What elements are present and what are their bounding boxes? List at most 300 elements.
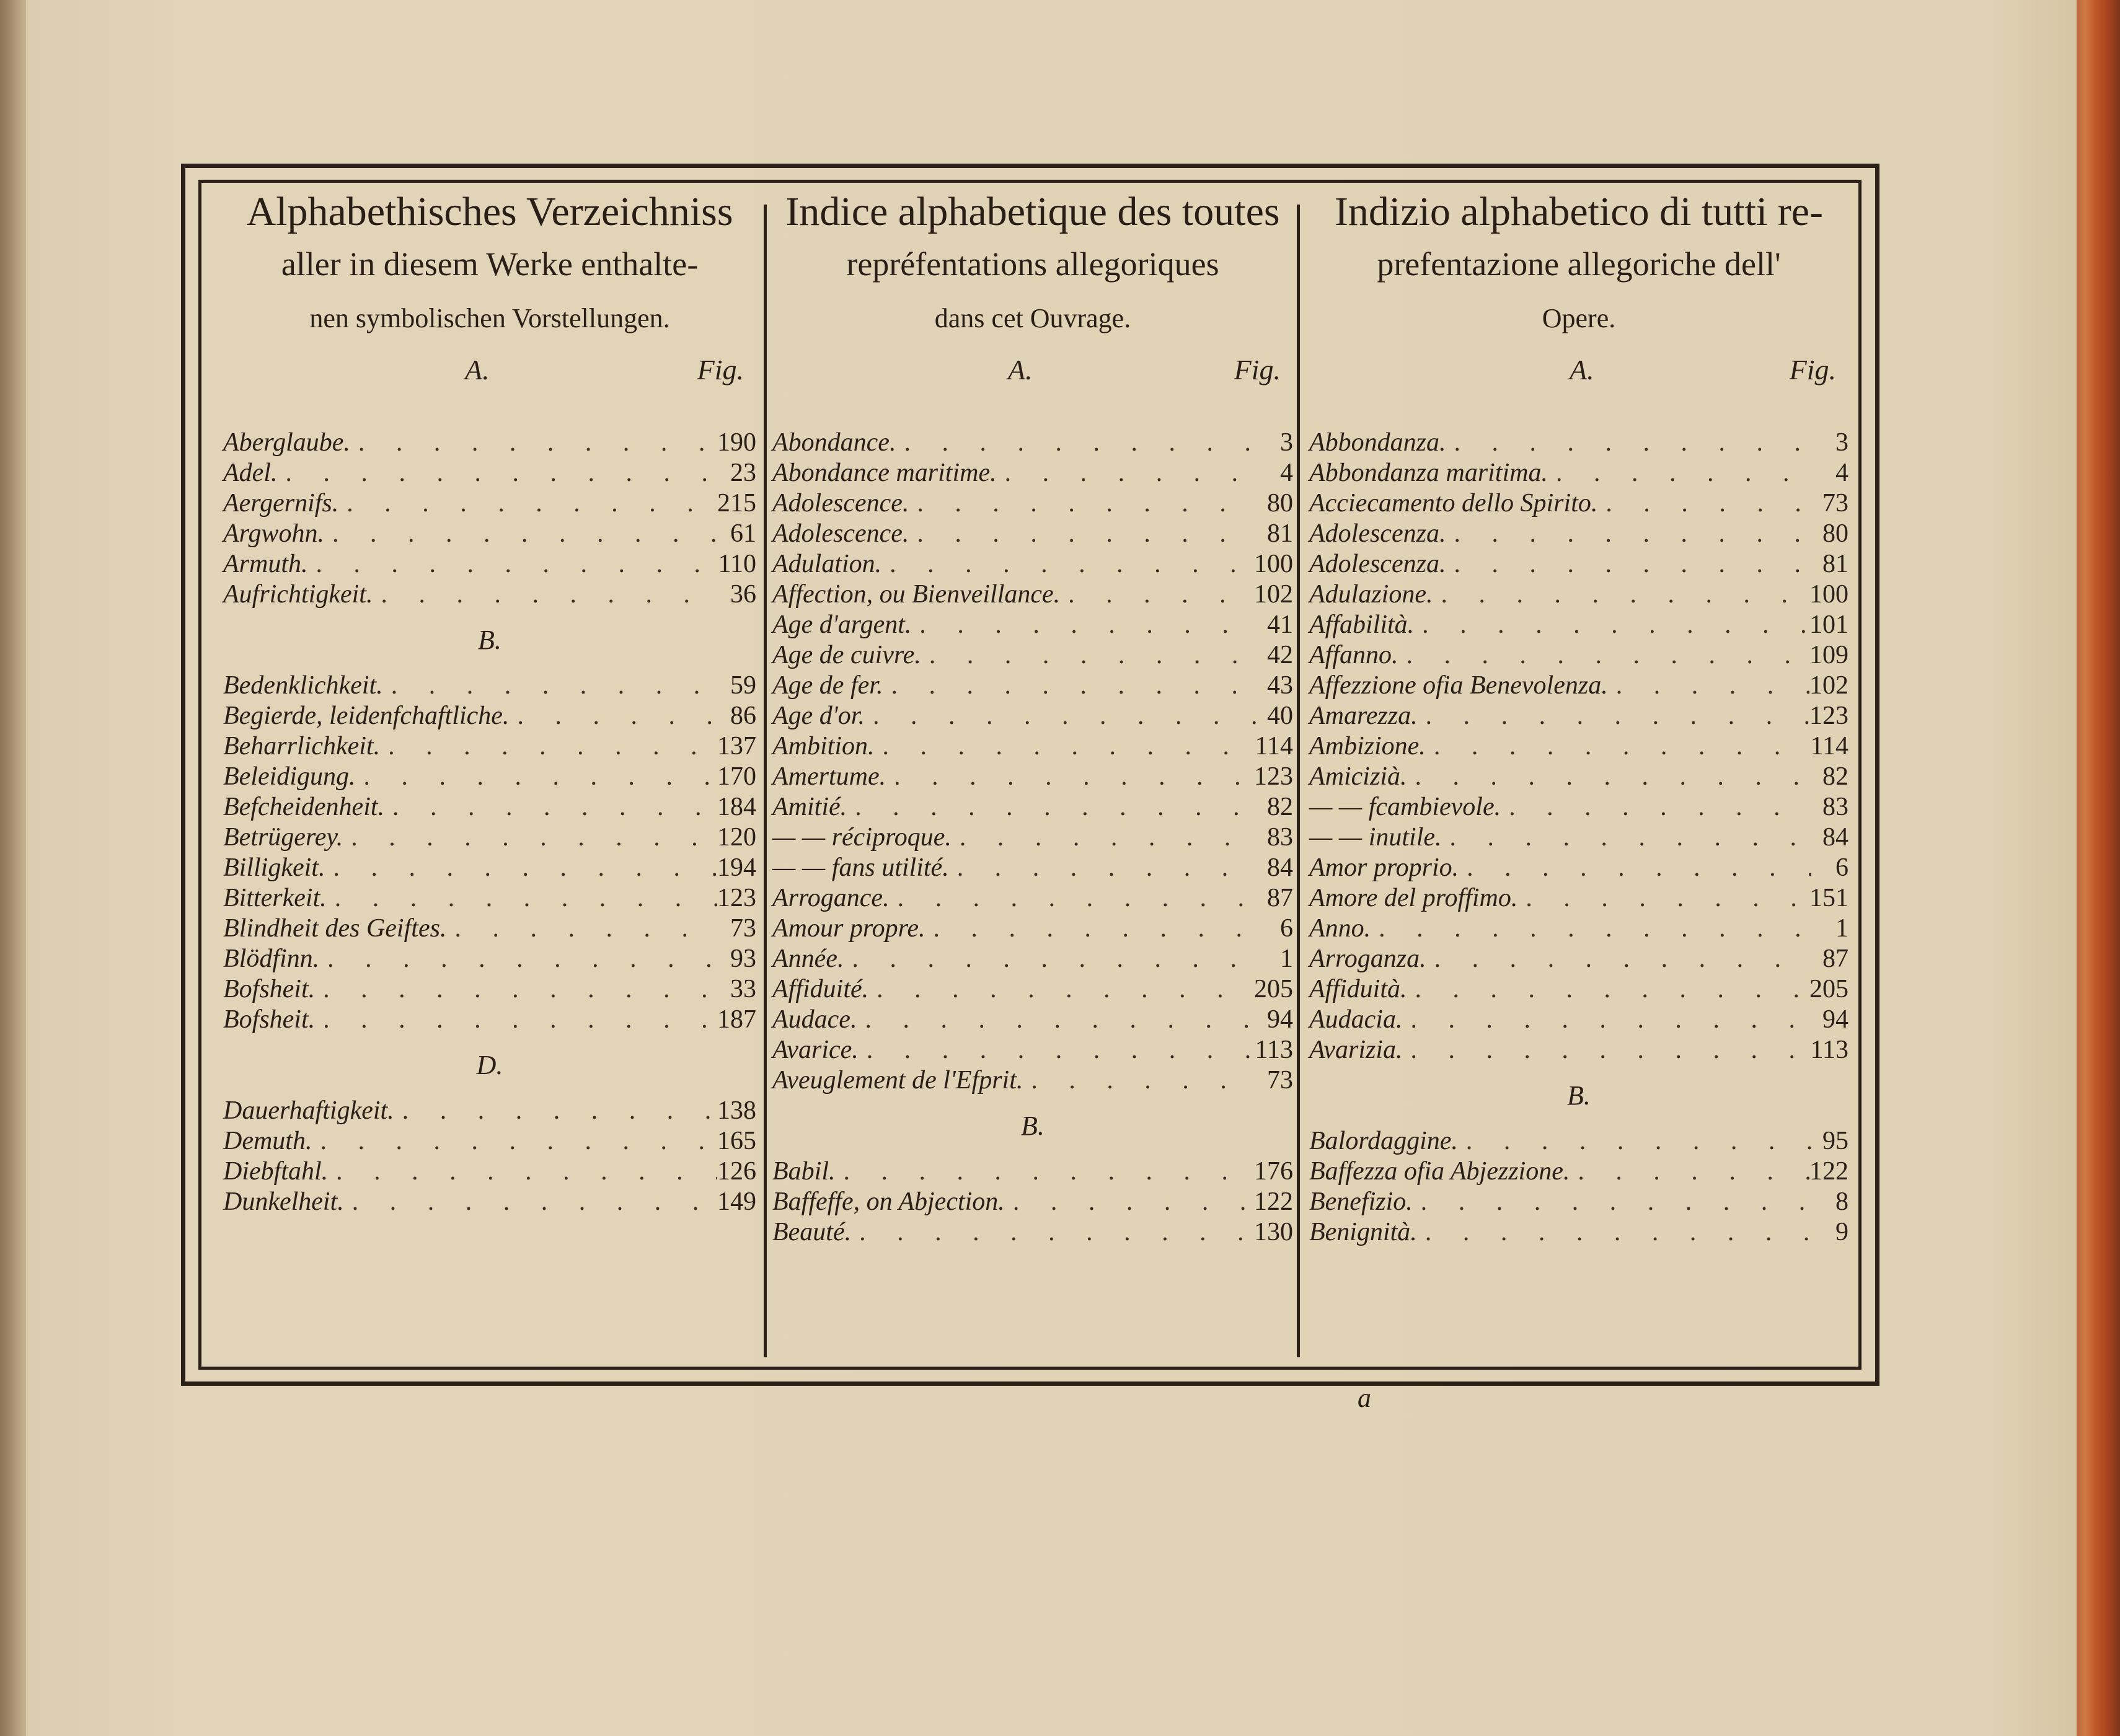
entry-figure-number: 80	[1267, 489, 1293, 518]
entry-figure-number: 114	[1255, 732, 1293, 760]
leader-dots	[394, 1096, 717, 1126]
entry-term: Affabilità.	[1309, 610, 1415, 639]
entry-figure-number: 82	[1822, 762, 1848, 791]
entry-term: Abbondanza.	[1309, 428, 1446, 457]
index-entry	[772, 579, 1293, 610]
index-entry	[223, 488, 756, 519]
index-entry	[223, 914, 756, 944]
index-entry	[223, 1005, 756, 1035]
leader-dots	[859, 1035, 1255, 1065]
index-entry	[223, 701, 756, 731]
index-entry	[772, 1157, 1293, 1187]
leader-dots	[312, 1126, 717, 1157]
entry-term: Befcheidenheit.	[223, 793, 385, 821]
leader-dots	[1060, 579, 1254, 610]
entry-figure-number: 81	[1267, 519, 1293, 548]
section-header	[1309, 347, 1848, 397]
entry-term: Aberglaube.	[223, 428, 350, 457]
entry-figure-number: 8	[1835, 1187, 1848, 1216]
entry-term: Adulazione.	[1309, 580, 1433, 609]
heading-line: Indizio alphabetico di tutti re-	[1334, 189, 1824, 234]
leader-dots	[868, 974, 1254, 1005]
leader-dots	[344, 1187, 717, 1217]
entry-figure-number: 190	[717, 428, 756, 457]
leader-dots	[1446, 519, 1811, 549]
leader-dots	[1407, 762, 1811, 792]
signature-mark: a	[1358, 1383, 1371, 1413]
entry-figure-number: 122	[1254, 1187, 1293, 1216]
entry-figure-number: 61	[730, 519, 756, 548]
entry-list	[772, 1157, 1293, 1248]
index-entry	[223, 671, 756, 701]
leader-dots	[883, 671, 1256, 701]
leader-dots	[1371, 914, 1811, 944]
section-letter: A.	[465, 354, 490, 386]
entry-term: Abondance maritime.	[772, 459, 997, 487]
index-entry	[772, 792, 1293, 822]
entry-term: Dunkelheit.	[223, 1187, 344, 1216]
leader-dots	[886, 762, 1254, 792]
entry-term: Audace.	[772, 1005, 857, 1034]
entry-figure-number: 130	[1254, 1218, 1293, 1246]
entry-term: Benignità.	[1309, 1218, 1417, 1246]
index-entry	[1309, 1217, 1848, 1248]
index-entry	[772, 458, 1293, 488]
entry-term: Age de fer.	[772, 671, 883, 700]
entry-term: Acciecamento dello Spirito.	[1309, 489, 1598, 518]
index-entry	[1309, 1157, 1848, 1187]
entry-term: Adulation.	[772, 550, 882, 578]
leader-dots	[1417, 1217, 1811, 1248]
index-entry	[223, 428, 756, 458]
index-entry	[772, 488, 1293, 519]
index-entry	[772, 762, 1293, 792]
index-entry	[223, 822, 756, 853]
column-german	[223, 186, 756, 1364]
entry-term: Aufrichtigkeit.	[223, 580, 373, 609]
entry-term: — — fcambievole.	[1309, 793, 1501, 821]
index-entry	[1309, 671, 1848, 701]
leader-dots	[921, 640, 1256, 671]
entry-figure-number: 73	[1267, 1066, 1293, 1095]
entry-figure-number: 102	[1254, 580, 1293, 609]
index-entry	[1309, 579, 1848, 610]
entry-term: Amicizià.	[1309, 762, 1407, 791]
leader-dots	[324, 519, 719, 549]
index-entry	[1309, 792, 1848, 822]
leader-dots	[350, 428, 717, 458]
entry-figure-number: 110	[718, 550, 756, 578]
entry-figure-number: 93	[730, 945, 756, 973]
entry-term: Anno.	[1309, 914, 1371, 943]
index-entry	[223, 762, 756, 792]
section-letter: A.	[1570, 354, 1594, 386]
entry-figure-number: 101	[1809, 610, 1848, 639]
book-gutter	[0, 0, 26, 1736]
column-divider-1	[764, 205, 767, 1357]
entry-figure-number: 36	[730, 580, 756, 609]
leader-dots	[949, 853, 1256, 883]
leader-dots	[308, 549, 718, 579]
letter-heading: D.	[476, 1050, 503, 1080]
entry-figure-number: 194	[717, 853, 756, 882]
index-entry	[1309, 701, 1848, 731]
index-entry	[1309, 914, 1848, 944]
entry-term: Age de cuivre.	[772, 641, 921, 669]
entry-term: Dauerhaftigkeit.	[223, 1096, 394, 1125]
entry-figure-number: 123	[717, 884, 756, 912]
entry-figure-number: 84	[1267, 853, 1293, 882]
leader-dots	[509, 701, 719, 731]
entry-term: — — inutile.	[1309, 823, 1442, 852]
entry-figure-number: 9	[1835, 1218, 1848, 1246]
entry-term: Adel.	[223, 459, 278, 487]
leader-dots	[1433, 579, 1809, 610]
entry-term: Billigkeit.	[223, 853, 325, 882]
leader-dots	[844, 944, 1256, 974]
entry-term: Audacia.	[1309, 1005, 1403, 1034]
leader-dots	[896, 428, 1256, 458]
leader-dots	[384, 792, 717, 822]
heading-line: repréfentations allegoriques	[846, 245, 1219, 283]
index-entry	[772, 519, 1293, 549]
index-entry	[1309, 822, 1848, 853]
entry-figure-number: 80	[1822, 519, 1848, 548]
leader-dots	[911, 610, 1256, 640]
leader-dots	[1517, 883, 1809, 914]
entry-figure-number: 100	[1254, 550, 1293, 578]
entry-figure-number: 215	[717, 489, 756, 518]
entry-term: Amore del proffimo.	[1309, 884, 1518, 912]
column-italian	[1309, 186, 1848, 1364]
entry-term: — — réciproque.	[772, 823, 952, 852]
leader-dots	[925, 914, 1256, 944]
entry-figure-number: 184	[717, 793, 756, 821]
entry-figure-number: 94	[1267, 1005, 1293, 1034]
leader-dots	[373, 579, 719, 610]
entry-figure-number: 170	[717, 762, 756, 791]
leader-dots	[1005, 1187, 1254, 1217]
index-entry	[223, 579, 756, 610]
entry-term: Amitié.	[772, 793, 847, 821]
entry-figure-number: 43	[1267, 671, 1293, 700]
entry-figure-number: 205	[1254, 975, 1293, 1003]
entry-list	[1309, 1126, 1848, 1248]
index-entry	[1309, 640, 1848, 671]
leader-dots	[380, 731, 717, 762]
leader-dots	[1403, 1035, 1811, 1065]
entry-figure-number: 95	[1822, 1127, 1848, 1155]
index-entry	[772, 822, 1293, 853]
entry-term: Baffezza ofia Abjezzione.	[1309, 1157, 1570, 1186]
entry-term: Argwohn.	[223, 519, 324, 548]
entry-term: Amarezza.	[1309, 702, 1418, 730]
entry-figure-number: 83	[1822, 793, 1848, 821]
index-entry	[223, 1126, 756, 1157]
index-entry	[223, 458, 756, 488]
fig-label: Fig.	[1789, 354, 1836, 386]
entry-term: Arroganza.	[1309, 945, 1426, 973]
leader-dots	[952, 822, 1256, 853]
leader-dots	[1023, 1065, 1256, 1096]
column-divider-2	[1297, 205, 1300, 1357]
index-entry	[772, 883, 1293, 914]
entry-term: Adolescenza.	[1309, 519, 1446, 548]
entry-list	[223, 428, 756, 610]
entry-figure-number: 120	[717, 823, 756, 852]
entry-figure-number: 1	[1280, 945, 1293, 973]
entry-figure-number: 6	[1835, 853, 1848, 882]
entry-figure-number: 187	[717, 1005, 756, 1034]
leader-dots	[1570, 1157, 1809, 1187]
entry-term: Age d'or.	[772, 702, 865, 730]
leader-dots	[325, 853, 717, 883]
heading-line: Indice alphabetique des toutes	[785, 189, 1280, 234]
leader-dots	[383, 671, 719, 701]
leader-dots	[890, 883, 1256, 914]
entry-figure-number: 6	[1280, 914, 1293, 943]
entry-figure-number: 82	[1267, 793, 1293, 821]
index-entry	[772, 853, 1293, 883]
index-entry	[223, 883, 756, 914]
index-entry	[772, 944, 1293, 974]
leader-dots	[851, 1217, 1254, 1248]
index-entry	[1309, 1126, 1848, 1157]
heading-line: nen symbolischen Vorstellungen.	[309, 303, 670, 333]
entry-figure-number: 59	[730, 671, 756, 700]
entry-list	[772, 428, 1293, 1096]
entry-term: Betrügerey.	[223, 823, 343, 852]
entry-term: Année.	[772, 945, 844, 973]
entry-figure-number: 113	[1255, 1036, 1293, 1064]
leader-dots	[1446, 428, 1812, 458]
index-entry	[1309, 944, 1848, 974]
column-french	[772, 186, 1293, 1364]
leader-dots	[1442, 822, 1811, 853]
leader-dots	[343, 822, 717, 853]
heading-line: aller in diesem Werke enthalte-	[281, 245, 699, 283]
entry-figure-number: 165	[717, 1127, 756, 1155]
index-entry	[772, 1035, 1293, 1065]
index-entry	[223, 1187, 756, 1217]
entry-figure-number: 40	[1267, 702, 1293, 730]
leader-dots	[881, 549, 1254, 579]
leader-dots	[315, 974, 719, 1005]
entry-term: Avarice.	[772, 1036, 859, 1064]
leader-dots	[1597, 488, 1811, 519]
entry-figure-number: 102	[1809, 671, 1848, 700]
index-entry	[1309, 610, 1848, 640]
entry-term: Affezzione ofia Benevolenza.	[1309, 671, 1608, 700]
entry-figure-number: 41	[1267, 610, 1293, 639]
entry-term: Diebftahl.	[223, 1157, 329, 1186]
index-entry	[223, 974, 756, 1005]
entry-figure-number: 73	[1822, 489, 1848, 518]
index-entry	[223, 519, 756, 549]
entry-figure-number: 114	[1810, 732, 1848, 760]
leader-dots	[847, 792, 1256, 822]
entry-term: Aveuglement de l'Efprit.	[772, 1066, 1023, 1095]
leader-dots	[1459, 853, 1811, 883]
entry-term: Bitterkeit.	[223, 884, 327, 912]
leader-dots	[875, 731, 1255, 762]
index-entry	[1309, 853, 1848, 883]
index-entry	[1309, 762, 1848, 792]
entry-figure-number: 87	[1267, 884, 1293, 912]
index-entry	[772, 1065, 1293, 1096]
entry-term: Ambizione.	[1309, 732, 1426, 760]
entry-term: Bedenklichkeit.	[223, 671, 383, 700]
index-entry	[1309, 974, 1848, 1005]
index-entry	[223, 1096, 756, 1126]
entry-term: Adolescenza.	[1309, 550, 1446, 578]
leader-dots	[857, 1005, 1256, 1035]
leader-dots	[338, 488, 717, 519]
entry-figure-number: 100	[1809, 580, 1848, 609]
entry-term: Blödfinn.	[223, 945, 320, 973]
entry-figure-number: 83	[1267, 823, 1293, 852]
entry-figure-number: 138	[717, 1096, 756, 1125]
heading-line: Opere.	[1542, 303, 1616, 333]
index-entry	[772, 974, 1293, 1005]
index-entry	[1309, 519, 1848, 549]
leader-dots	[997, 458, 1256, 488]
leader-dots	[1407, 974, 1810, 1005]
index-entry	[1309, 458, 1848, 488]
leader-dots	[277, 458, 719, 488]
entry-term: Demuth.	[223, 1127, 312, 1155]
leader-dots	[315, 1005, 717, 1035]
entry-figure-number: 33	[730, 975, 756, 1003]
entry-term: Balordaggine.	[1309, 1127, 1458, 1155]
leader-dots	[327, 883, 717, 914]
entry-term: Bofsheit.	[223, 1005, 316, 1034]
entry-list	[1309, 428, 1848, 1065]
index-entry	[1309, 1035, 1848, 1065]
leader-dots	[1413, 1187, 1811, 1217]
entry-term: Bofsheit.	[223, 975, 316, 1003]
leader-dots	[1446, 549, 1811, 579]
index-entry	[772, 428, 1293, 458]
leader-dots	[355, 762, 717, 792]
leader-dots	[446, 914, 719, 944]
index-entry	[223, 853, 756, 883]
entry-figure-number: 1	[1835, 914, 1848, 943]
entry-term: Beauté.	[772, 1218, 852, 1246]
index-entry	[772, 610, 1293, 640]
leader-dots	[1414, 610, 1809, 640]
entry-term: Aergernifs.	[223, 489, 339, 518]
index-entry	[223, 549, 756, 579]
entry-term: Begierde, leidenfchaftliche.	[223, 702, 510, 730]
entry-term: Affiduità.	[1309, 975, 1407, 1003]
entry-figure-number: 205	[1809, 975, 1848, 1003]
index-entry	[1309, 1187, 1848, 1217]
leader-dots	[1418, 701, 1809, 731]
leader-dots	[1402, 1005, 1811, 1035]
leader-dots	[865, 701, 1256, 731]
index-entry	[772, 640, 1293, 671]
heading-line: prefentazione allegoriche dell'	[1377, 245, 1781, 283]
entry-figure-number: 126	[717, 1157, 756, 1186]
index-entry	[772, 1005, 1293, 1035]
entry-figure-number: 4	[1280, 459, 1293, 487]
entry-list	[223, 671, 756, 1035]
entry-term: Abondance.	[772, 428, 896, 457]
entry-figure-number: 23	[730, 459, 756, 487]
entry-term: Amour propre.	[772, 914, 925, 943]
entry-term: Affiduité.	[772, 975, 869, 1003]
entry-list	[223, 1096, 756, 1217]
entry-figure-number: 123	[1254, 762, 1293, 791]
entry-term: Beleidigung.	[223, 762, 356, 791]
entry-term: Arrogance.	[772, 884, 890, 912]
leader-dots	[909, 519, 1256, 549]
entry-figure-number: 123	[1809, 702, 1848, 730]
entry-figure-number: 94	[1822, 1005, 1848, 1034]
entry-term: Armuth.	[223, 550, 308, 578]
index-entry	[772, 731, 1293, 762]
letter-heading: B.	[1021, 1111, 1045, 1141]
index-entry	[1309, 883, 1848, 914]
entry-term: Age d'argent.	[772, 610, 912, 639]
page-edge-red	[2077, 0, 2120, 1736]
entry-term: Babil.	[772, 1157, 836, 1186]
letter-heading: B.	[478, 625, 501, 655]
entry-figure-number: 81	[1822, 550, 1848, 578]
section-header	[772, 347, 1293, 397]
entry-figure-number: 122	[1809, 1157, 1848, 1186]
fig-label: Fig.	[697, 354, 744, 386]
entry-term: Beharrlichkeit.	[223, 732, 381, 760]
entry-figure-number: 87	[1822, 945, 1848, 973]
entry-figure-number: 176	[1254, 1157, 1293, 1186]
entry-figure-number: 109	[1809, 641, 1848, 669]
heading-line: Alphabethisches Verzeichniss	[246, 189, 733, 234]
section-header	[223, 347, 756, 397]
entry-term: Baffeffe, on Abjection.	[772, 1187, 1005, 1216]
leader-dots	[1426, 731, 1811, 762]
entry-term: Blindheit des Geiftes.	[223, 914, 447, 943]
index-entry	[1309, 731, 1848, 762]
entry-term: Amertume.	[772, 762, 886, 791]
leader-dots	[909, 488, 1256, 519]
leader-dots	[1548, 458, 1811, 488]
entry-term: Avarizia.	[1309, 1036, 1403, 1064]
index-entry	[772, 914, 1293, 944]
entry-figure-number: 151	[1809, 884, 1848, 912]
index-entry	[772, 1187, 1293, 1217]
leader-dots	[328, 1157, 717, 1187]
index-entry	[1309, 1005, 1848, 1035]
leader-dots	[1608, 671, 1809, 701]
entry-figure-number: 84	[1822, 823, 1848, 852]
leader-dots	[1501, 792, 1811, 822]
index-entry	[1309, 428, 1848, 458]
entry-figure-number: 3	[1280, 428, 1293, 457]
entry-figure-number: 113	[1810, 1036, 1848, 1064]
entry-term: Amor proprio.	[1309, 853, 1459, 882]
leader-dots	[1398, 640, 1810, 671]
section-letter: A.	[1008, 354, 1033, 386]
entry-figure-number: 86	[730, 702, 756, 730]
letter-heading: B.	[1567, 1080, 1591, 1111]
entry-term: Benefizio.	[1309, 1187, 1413, 1216]
index-entry	[772, 671, 1293, 701]
index-entry	[223, 731, 756, 762]
fig-label: Fig.	[1234, 354, 1281, 386]
index-entry	[772, 701, 1293, 731]
